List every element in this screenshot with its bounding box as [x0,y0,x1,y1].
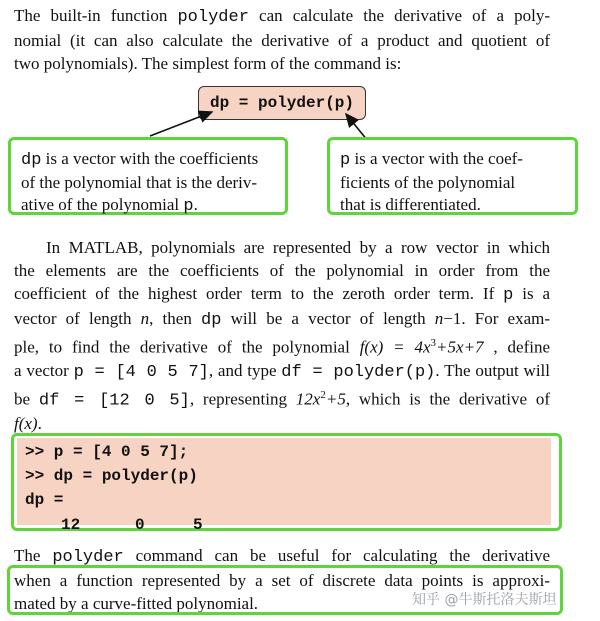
body-line-1: In MATLAB, polynomials are represented by a row vector in which [46,238,550,257]
code-line-1: >> p = [4 0 5 7]; [25,443,189,461]
code-line-3: dp = [25,491,64,509]
body-line-6: a vector p = [4 0 5 7], and type df = polyder(p). The output will [14,360,550,382]
dp-description-callout: dp is a vector with the coefficients of the polynomial that is the deriv- ative of the polynomial p. [8,137,288,215]
body-line-2: the elements are the coefficients of the polynomial in order from the [14,261,550,280]
closing-line-3: mated by a curve-fitted polynomial. [14,594,259,613]
intro-line-1: The built-in function polyder can calculate the derivative of a poly- [14,6,550,27]
derivative-expression: 12x [295,389,321,409]
inline-code-p: p [183,197,194,216]
inline-code-p: p [340,151,351,170]
polynomial-expression: f(x) = 4x [359,337,431,357]
closing-line-1: The polyder command can be useful for calculating the derivative [14,546,551,567]
code-background [17,438,551,534]
inline-code-polyder: polyder [177,8,249,27]
output-value-2: 0 [135,516,145,534]
body-line-5: ple, to find the derivative of the polynomial $f(x) = 4x^3+5x+7$ , define [14,337,551,357]
p-description-callout: p is a vector with the coef- ficients of the polynomial that is differentiated. [327,137,578,215]
body-line-7: be df = [12 0 5], representing $12x^2+5$, which is the derivative of [14,388,551,411]
output-value-1: 12 [61,516,81,534]
code-line-2: >> dp = polyder(p) [25,467,198,485]
intro-line-2: nomial (it can also calculate the derivative of a product and quotient of [14,31,550,50]
body-line-3: coefficient of the highest order term to the zeroth order term. If p is a [14,284,551,305]
intro-line-3: two polynomials). The simplest form of the command is: [14,54,402,73]
watermark: 知乎 @牛斯托洛夫斯坦 [412,592,557,608]
body-line-8: f(x). [14,414,42,434]
intro-paragraph [14,4,550,75]
closing-line-2: when a function represented by a set of discrete data points is approxi- [14,571,550,590]
command-syntax-box: dp = polyder(p) [198,86,366,120]
body-paragraph [14,236,550,435]
inline-code-dp: dp [21,151,42,170]
code-example-panel [11,433,562,534]
body-line-4: vector of length n, then dp will be a vector of length n−1. For exam- [14,309,551,330]
output-value-3: 5 [193,516,203,534]
